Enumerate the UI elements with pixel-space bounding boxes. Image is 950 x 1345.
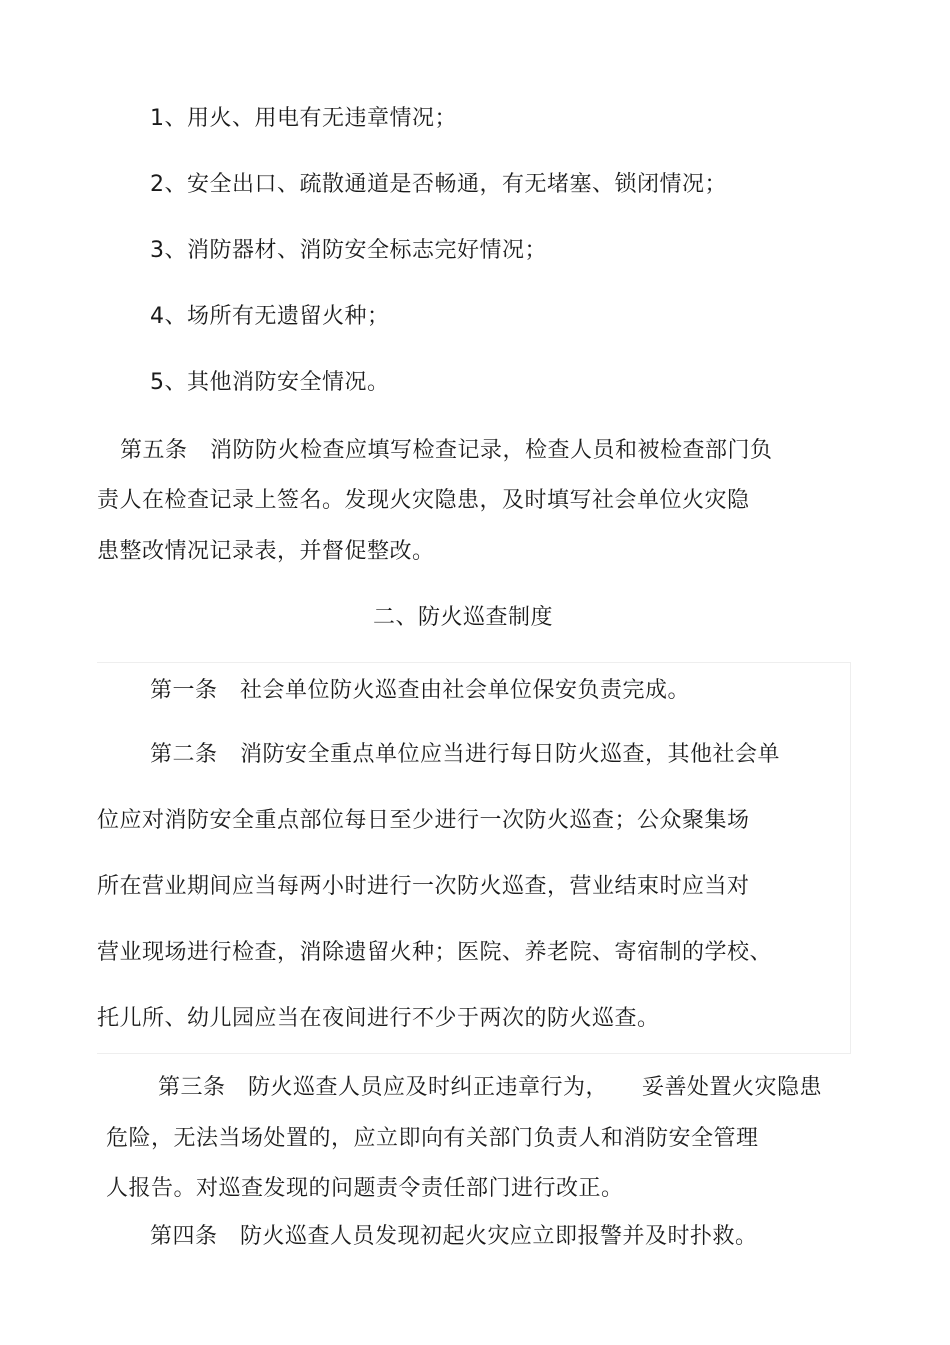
- patrol-article2-line-3: 所在营业期间应当每两小时进行一次防火巡查，营业结束时应当对: [97, 874, 750, 899]
- list-item-5: 5、其他消防安全情况。: [150, 370, 390, 395]
- patrol-article2-line-5: 托儿所、幼儿园应当在夜间进行不少于两次的防火巡查。: [97, 1006, 660, 1031]
- patrol-article2-line-2: 位应对消防安全重点部位每日至少进行一次防火巡查；公众聚集场: [97, 808, 750, 833]
- list-item-2: 2、安全出口、疏散通道是否畅通，有无堵塞、锁闭情况；: [150, 172, 727, 197]
- article5-line-2: 责人在检查记录上签名。发现火灾隐患，及时填写社会单位火灾隐: [97, 488, 750, 513]
- patrol-article3-line-3: 人报告。对巡查发现的问题责令责任部门进行改正。: [106, 1176, 624, 1201]
- list-item-1: 1、用火、用电有无违章情况；: [150, 106, 457, 131]
- list-item-4: 4、场所有无遗留火种；: [150, 304, 390, 329]
- patrol-article4: 第四条 防火巡查人员发现初起火灾应立即报警并及时扑救。: [150, 1224, 758, 1249]
- patrol-article2-line-1: 第二条 消防安全重点单位应当进行每日防火巡查，其他社会单: [150, 742, 781, 767]
- patrol-article3-line-2: 危险，无法当场处置的，应立即向有关部门负责人和消防安全管理: [106, 1126, 759, 1151]
- content-frame: [97, 662, 851, 1054]
- list-item-3: 3、消防器材、消防安全标志完好情况；: [150, 238, 547, 263]
- patrol-article2-line-4: 营业现场进行检查，消除遗留火种；医院、养老院、寄宿制的学校、: [97, 940, 773, 965]
- article5-line-3: 患整改情况记录表，并督促整改。: [97, 539, 435, 564]
- patrol-article1: 第一条 社会单位防火巡查由社会单位保安负责完成。: [150, 678, 691, 703]
- section-heading: 二、防火巡查制度: [373, 605, 554, 630]
- article5-line-1: 第五条 消防防火检查应填写检查记录，检查人员和被检查部门负: [120, 438, 773, 463]
- patrol-article3-line-1: 第三条 防火巡查人员应及时纠正违章行为， 妥善处置火灾隐患: [158, 1075, 823, 1100]
